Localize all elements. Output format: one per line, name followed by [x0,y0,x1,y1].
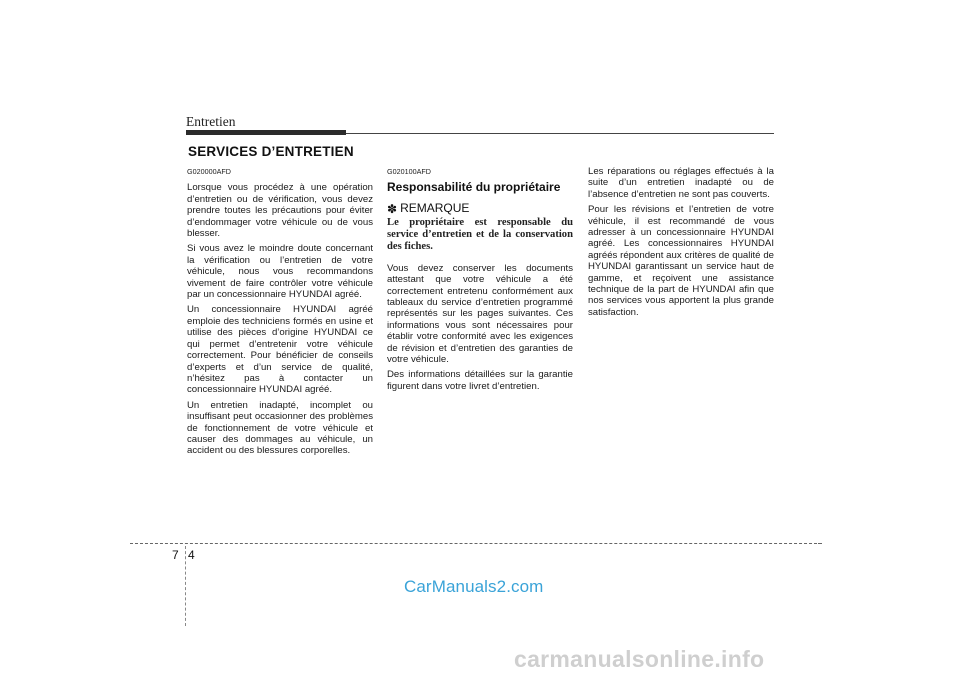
paragraph: Pour les révisions et l’entretien de votre véhicule, il est recommandé de vous adresser à un concessionnaire HYUNDAI agréé. Les concessionnaires HYUNDAI agréés répondent aux critères de qualité de HYUNDAI garantissant un service haut de gamme, et reçoivent une assistance technique de la part de HYUNDAI afin que nos services vous apportent la plus grande satisfaction. [588,204,774,318]
paragraph: Lorsque vous procédez à une opération d’entretien ou de vérification, vous devez prendre toutes les précautions pour éviter d’endommager votre véhicule ou de vous blesser. [187,182,373,240]
footer-vertical-divider [185,546,186,626]
header-rule-thin [346,133,774,134]
paragraph: Les réparations ou réglages effectués à la suite d’un entretien inadapté ou de l’absence d’entretien ne sont pas couverts. [588,166,774,200]
section-title: SERVICES D’ENTRETIEN [188,144,354,159]
paragraph: Un concessionnaire HYUNDAI agréé emploie des techniciens formés en usine et utilise des pièces d’origine HYUNDAI ce qui permet d’entretenir votre véhicule correctement. Pour bénéficier de conseils d’experts et d’un service de qualité, n’hésitez pas à contacter un concessionnaire HYUNDAI agréé. [187,304,373,396]
asterisk-icon: ✽ [387,201,398,216]
paragraph: Si vous avez le moindre doute concernant la vérification ou l’entretien de votre véhicule, nous vous recommandons vivement de faire contrôler votre véhicule par un concessionnaire HYUNDAI agréé. [187,243,373,301]
header-rule-thick [186,130,346,135]
paragraph: Des informations détaillées sur la garantie figurent dans votre livret d’entretien. [387,369,573,392]
chapter-number: 7 [172,548,179,562]
section-code: G020100AFD [387,167,431,176]
carmanuals-watermark-link[interactable]: CarManuals2.com [404,577,544,596]
remark-title: REMARQUE [400,201,470,216]
footer-dashed-rule [130,543,822,544]
chapter-title: Entretien [186,114,236,129]
paragraph: Vous devez conserver les documents attestant que votre véhicule a été correctement entretenu conformément aux tableaux du service d’entretien programmé représentés sur les pages suivantes. Ces informations vous sont nécessaires pour établir votre conformité avec les exigences de révision et d’entretien des garanties de votre véhicule. [387,262,573,366]
remark-heading [387,203,573,215]
remark-text: Le propriétaire est responsable du service d’entretien et de la conservation des fiches. [387,216,573,252]
column-1 [187,166,373,461]
subheading: Responsabilité du propriétaire [387,180,561,195]
section-code: G020000AFD [187,167,231,176]
footer-rule-end [818,543,822,544]
carmanualsonline-watermark: carmanualsonline.info [514,646,765,672]
page-number: 4 [188,548,195,562]
column-3 [588,166,774,322]
paragraph: Un entretien inadapté, incomplet ou insuffisant peut occasionner des problèmes de fonctionnement de votre véhicule et causer des dommages au véhicule, un accident ou des blessures corporelles. [187,399,373,457]
column-2 [387,166,573,396]
